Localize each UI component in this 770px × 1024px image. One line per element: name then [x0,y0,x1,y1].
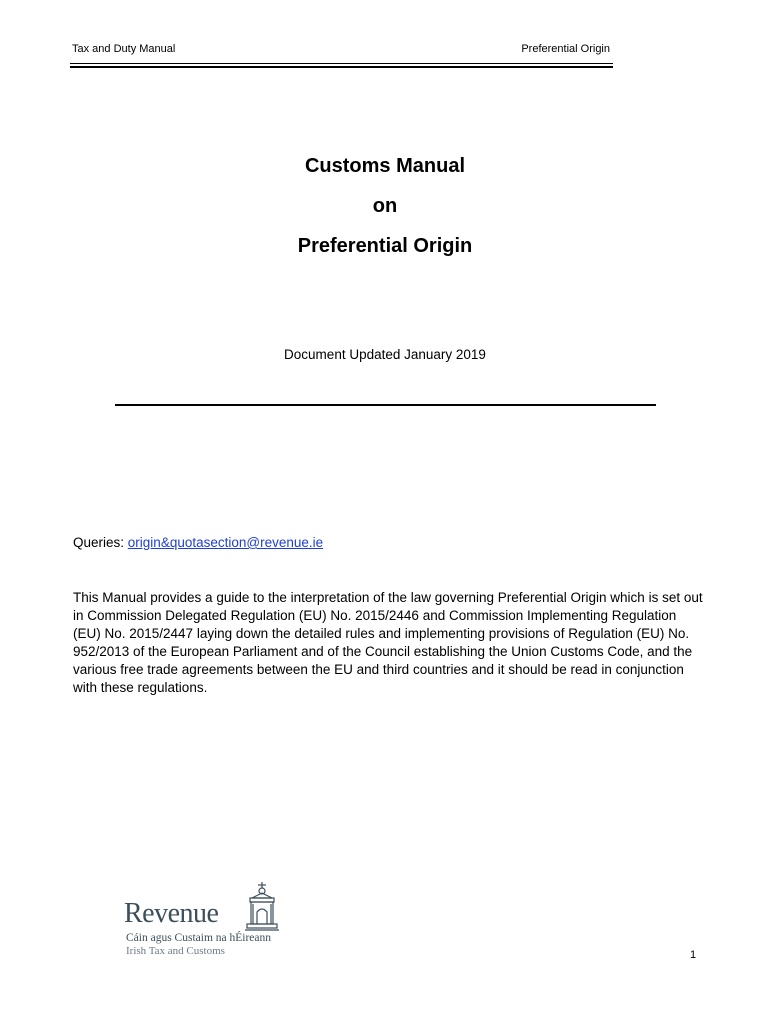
manual-description-paragraph: This Manual provides a guide to the interpretation of the law governing Preferential Origin which is set out in Commission Delegated Regulation (EU) No. 2015/2446 and Commission Implementing Regulation (EU) No. 2015/2447 laying down the detailed rules and implementing provisions of Regulation (EU) No. 952/2013 of the European Parliament and of the Council establishing the Union Customs Code, and the various free trade agreements between the EU and third countries and it should be read in conjunction with these regulations. [73,590,703,695]
header-manual-name: Tax and Duty Manual [72,43,176,55]
customs-house-emblem-icon [244,880,280,932]
logo-subtitle-irish: Cáin agus Custaim na hÉireann [126,932,271,944]
header-rule-thin [70,63,613,64]
document-title [0,146,770,266]
title-line-2: on [372,195,398,217]
section-divider [115,404,656,406]
title-line-3: Preferential Origin [297,235,473,257]
revenue-logo [124,880,294,960]
logo-wordmark: Revenue [124,898,219,929]
queries-email-link[interactable]: origin&quotasection@revenue.ie [127,535,324,550]
queries-label: Queries: [73,535,125,550]
queries-line [73,535,323,550]
header-section-name: Preferential Origin [521,43,610,55]
title-line-1: Customs Manual [304,155,466,177]
logo-subtitle-english: Irish Tax and Customs [126,945,225,957]
document-updated-date: Document Updated January 2019 [284,347,486,362]
page-number: 1 [690,949,697,961]
header-rule-thick [70,66,613,68]
